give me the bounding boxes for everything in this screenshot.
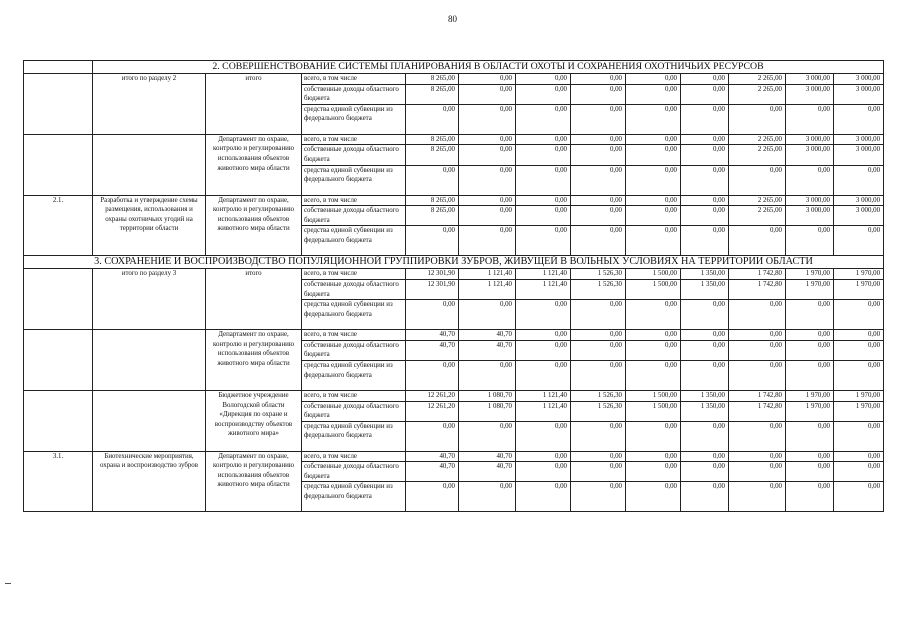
table-row: [24, 451, 884, 462]
executor-cell: Департамент по охране, контролю и регулированию использования объектов животного мира области: [206, 195, 302, 256]
value-cell: 0,00: [516, 134, 571, 145]
value-cell: 0,00: [834, 340, 884, 360]
value-cell: 0,00: [834, 165, 884, 195]
value-cell: 1 121,40: [516, 401, 571, 421]
value-cell: 1 080,70: [459, 390, 516, 401]
value-cell: 0,00: [681, 134, 729, 145]
value-cell: 40,70: [406, 451, 459, 462]
value-cell: 0,00: [681, 145, 729, 165]
section-blank-cell: [24, 61, 93, 74]
value-cell: 12 261,20: [406, 390, 459, 401]
value-cell: 0,00: [626, 360, 681, 390]
value-cell: 1 500,00: [626, 269, 681, 280]
value-cell: 0,00: [516, 145, 571, 165]
value-cell: 0,00: [406, 104, 459, 134]
value-cell: 40,70: [406, 330, 459, 341]
value-cell: 0,00: [729, 340, 786, 360]
item-number-cell: [24, 134, 93, 195]
value-cell: 0,00: [681, 206, 729, 226]
funding-source-cell: собственные доходы областного бюджета: [302, 340, 406, 360]
funding-source-cell: средства единой субвенции из федерального бюджета: [302, 421, 406, 451]
value-cell: 1 742,80: [729, 401, 786, 421]
value-cell: 0,00: [626, 74, 681, 85]
value-cell: 0,00: [786, 482, 834, 512]
value-cell: 0,00: [729, 165, 786, 195]
value-cell: 0,00: [786, 300, 834, 330]
executor-cell: Департамент по охране, контролю и регулированию использования объектов животного мира области: [206, 330, 302, 391]
value-cell: 1 121,40: [516, 269, 571, 280]
value-cell: 0,00: [681, 195, 729, 206]
value-cell: 0,00: [681, 482, 729, 512]
value-cell: 0,00: [834, 300, 884, 330]
value-cell: 1 970,00: [786, 279, 834, 299]
value-cell: 1 121,40: [516, 390, 571, 401]
value-cell: 0,00: [571, 360, 626, 390]
value-cell: 1 500,00: [626, 401, 681, 421]
value-cell: 0,00: [459, 300, 516, 330]
value-cell: 1 500,00: [626, 279, 681, 299]
value-cell: 0,00: [681, 421, 729, 451]
value-cell: 1 970,00: [834, 401, 884, 421]
executor-cell: итого: [206, 269, 302, 330]
funding-source-cell: собственные доходы областного бюджета: [302, 279, 406, 299]
value-cell: 0,00: [834, 104, 884, 134]
value-cell: 0,00: [571, 145, 626, 165]
funding-source-cell: средства единой субвенции из федерального бюджета: [302, 226, 406, 256]
program-table: [23, 60, 884, 512]
value-cell: 40,70: [406, 462, 459, 482]
value-cell: 0,00: [681, 360, 729, 390]
value-cell: 0,00: [626, 482, 681, 512]
value-cell: 1 970,00: [786, 401, 834, 421]
value-cell: 0,00: [516, 300, 571, 330]
margin-mark: [5, 583, 11, 584]
executor-cell: итого: [206, 74, 302, 135]
item-name-cell: Разработка и утверждение схемы размещения, использования и охраны охотничьих угодий на территории области: [93, 195, 206, 256]
value-cell: 1 121,40: [516, 279, 571, 299]
value-cell: 2 265,00: [729, 74, 786, 85]
value-cell: 0,00: [729, 462, 786, 482]
value-cell: 0,00: [681, 104, 729, 134]
funding-source-cell: собственные доходы областного бюджета: [302, 206, 406, 226]
funding-source-cell: собственные доходы областного бюджета: [302, 462, 406, 482]
value-cell: 1 526,30: [571, 390, 626, 401]
value-cell: 0,00: [626, 84, 681, 104]
value-cell: 1 080,70: [459, 401, 516, 421]
item-number-cell: 3.1.: [24, 451, 93, 512]
value-cell: 0,00: [516, 84, 571, 104]
value-cell: 0,00: [786, 330, 834, 341]
value-cell: 0,00: [516, 206, 571, 226]
value-cell: 0,00: [729, 104, 786, 134]
value-cell: 0,00: [786, 421, 834, 451]
value-cell: 1 742,80: [729, 279, 786, 299]
value-cell: 3 000,00: [834, 84, 884, 104]
funding-source-cell: всего, в том числе: [302, 451, 406, 462]
value-cell: 0,00: [786, 451, 834, 462]
value-cell: 0,00: [571, 134, 626, 145]
value-cell: 1 526,30: [571, 401, 626, 421]
item-number-cell: 2.1.: [24, 195, 93, 256]
table-row: [24, 74, 884, 85]
item-number-cell: [24, 269, 93, 330]
value-cell: 0,00: [516, 104, 571, 134]
value-cell: 0,00: [786, 226, 834, 256]
value-cell: 0,00: [516, 74, 571, 85]
value-cell: 0,00: [571, 74, 626, 85]
value-cell: 0,00: [516, 330, 571, 341]
value-cell: 40,70: [459, 340, 516, 360]
value-cell: 0,00: [834, 451, 884, 462]
value-cell: 8 265,00: [406, 74, 459, 85]
funding-source-cell: всего, в том числе: [302, 134, 406, 145]
value-cell: 3 000,00: [834, 74, 884, 85]
item-number-cell: [24, 330, 93, 391]
value-cell: 0,00: [571, 195, 626, 206]
section-header-row: [24, 256, 884, 269]
value-cell: 1 526,30: [571, 279, 626, 299]
funding-source-cell: средства единой субвенции из федерального бюджета: [302, 482, 406, 512]
value-cell: 0,00: [626, 195, 681, 206]
value-cell: 1 121,40: [459, 269, 516, 280]
value-cell: 0,00: [786, 104, 834, 134]
value-cell: 8 265,00: [406, 206, 459, 226]
value-cell: 0,00: [834, 421, 884, 451]
value-cell: 1 350,00: [681, 390, 729, 401]
funding-source-cell: всего, в том числе: [302, 269, 406, 280]
value-cell: 40,70: [459, 330, 516, 341]
value-cell: 0,00: [834, 330, 884, 341]
value-cell: 0,00: [786, 165, 834, 195]
value-cell: 0,00: [459, 84, 516, 104]
value-cell: 0,00: [681, 74, 729, 85]
value-cell: 0,00: [729, 330, 786, 341]
value-cell: 0,00: [459, 165, 516, 195]
value-cell: 0,00: [459, 226, 516, 256]
value-cell: 8 265,00: [406, 84, 459, 104]
table-row: [24, 390, 884, 401]
item-number-cell: [24, 74, 93, 135]
value-cell: 0,00: [516, 451, 571, 462]
value-cell: 0,00: [406, 165, 459, 195]
value-cell: 1 742,80: [729, 390, 786, 401]
funding-source-cell: средства единой субвенции из федерального бюджета: [302, 104, 406, 134]
value-cell: 0,00: [571, 84, 626, 104]
value-cell: 0,00: [834, 482, 884, 512]
value-cell: 0,00: [729, 451, 786, 462]
executor-cell: Департамент по охране, контролю и регулированию использования объектов животного мира области: [206, 451, 302, 512]
value-cell: 0,00: [516, 360, 571, 390]
value-cell: 0,00: [729, 300, 786, 330]
value-cell: 3 000,00: [786, 74, 834, 85]
value-cell: 1 526,30: [571, 269, 626, 280]
value-cell: 1 970,00: [786, 390, 834, 401]
value-cell: 0,00: [571, 165, 626, 195]
value-cell: 0,00: [459, 74, 516, 85]
value-cell: 0,00: [626, 206, 681, 226]
value-cell: 0,00: [626, 165, 681, 195]
value-cell: 3 000,00: [834, 134, 884, 145]
value-cell: 0,00: [406, 360, 459, 390]
value-cell: 3 000,00: [834, 145, 884, 165]
value-cell: 8 265,00: [406, 134, 459, 145]
value-cell: 1 350,00: [681, 401, 729, 421]
value-cell: 0,00: [681, 226, 729, 256]
value-cell: 0,00: [516, 462, 571, 482]
value-cell: 1 970,00: [834, 390, 884, 401]
value-cell: 0,00: [681, 330, 729, 341]
table-row: [24, 134, 884, 145]
item-name-cell: [93, 390, 206, 451]
executor-cell: Департамент по охране, контролю и регулированию использования объектов животного мира области: [206, 134, 302, 195]
value-cell: 0,00: [729, 421, 786, 451]
value-cell: 0,00: [459, 482, 516, 512]
section-title: 3. СОХРАНЕНИЕ И ВОСПРОИЗВОДСТВО ПОПУЛЯЦИОННОЙ ГРУППИРОВКИ ЗУБРОВ, ЖИВУЩЕЙ В ВОЛЬНЫХ УСЛОВИЯХ НА ТЕРРИТОРИИ ОБЛАСТИ: [24, 256, 884, 269]
item-name-cell: [93, 330, 206, 391]
value-cell: 3 000,00: [834, 206, 884, 226]
value-cell: 0,00: [516, 226, 571, 256]
value-cell: 2 265,00: [729, 145, 786, 165]
funding-source-cell: средства единой субвенции из федерального бюджета: [302, 360, 406, 390]
value-cell: 0,00: [681, 451, 729, 462]
funding-source-cell: всего, в том числе: [302, 195, 406, 206]
value-cell: 0,00: [459, 134, 516, 145]
value-cell: 2 265,00: [729, 84, 786, 104]
value-cell: 0,00: [516, 195, 571, 206]
value-cell: 0,00: [834, 360, 884, 390]
item-number-cell: [24, 390, 93, 451]
value-cell: 0,00: [406, 421, 459, 451]
value-cell: 0,00: [626, 451, 681, 462]
value-cell: 40,70: [459, 462, 516, 482]
value-cell: 1 121,40: [459, 279, 516, 299]
value-cell: 1 500,00: [626, 390, 681, 401]
page-number: 80: [448, 14, 457, 24]
value-cell: 3 000,00: [786, 145, 834, 165]
value-cell: 0,00: [571, 421, 626, 451]
value-cell: 12 261,20: [406, 401, 459, 421]
value-cell: 0,00: [681, 340, 729, 360]
value-cell: 0,00: [626, 134, 681, 145]
value-cell: 0,00: [681, 300, 729, 330]
value-cell: 40,70: [459, 451, 516, 462]
value-cell: 0,00: [459, 195, 516, 206]
value-cell: 0,00: [571, 451, 626, 462]
value-cell: 0,00: [571, 206, 626, 226]
funding-source-cell: всего, в том числе: [302, 390, 406, 401]
value-cell: 0,00: [681, 462, 729, 482]
value-cell: 0,00: [834, 226, 884, 256]
item-name-cell: итого по разделу 2: [93, 74, 206, 135]
value-cell: 0,00: [626, 145, 681, 165]
value-cell: 0,00: [626, 104, 681, 134]
value-cell: 3 000,00: [834, 195, 884, 206]
value-cell: 3 000,00: [786, 134, 834, 145]
funding-source-cell: всего, в том числе: [302, 330, 406, 341]
value-cell: 8 265,00: [406, 195, 459, 206]
value-cell: 0,00: [459, 145, 516, 165]
value-cell: 0,00: [459, 104, 516, 134]
value-cell: 1 350,00: [681, 269, 729, 280]
funding-source-cell: собственные доходы областного бюджета: [302, 145, 406, 165]
table-row: [24, 195, 884, 206]
value-cell: 0,00: [729, 226, 786, 256]
funding-source-cell: средства единой субвенции из федерального бюджета: [302, 165, 406, 195]
value-cell: 1 970,00: [786, 269, 834, 280]
item-name-cell: [93, 134, 206, 195]
value-cell: 0,00: [406, 482, 459, 512]
value-cell: 0,00: [516, 421, 571, 451]
value-cell: 3 000,00: [786, 84, 834, 104]
value-cell: 1 350,00: [681, 279, 729, 299]
value-cell: 0,00: [516, 482, 571, 512]
value-cell: 0,00: [459, 206, 516, 226]
value-cell: 0,00: [626, 421, 681, 451]
value-cell: 0,00: [786, 360, 834, 390]
table-row: [24, 330, 884, 341]
value-cell: 0,00: [516, 340, 571, 360]
value-cell: 2 265,00: [729, 134, 786, 145]
item-name-cell: Биотехнические мероприятия, охрана и воспроизводство зубров: [93, 451, 206, 512]
value-cell: 40,70: [406, 340, 459, 360]
value-cell: 0,00: [681, 84, 729, 104]
value-cell: 0,00: [626, 462, 681, 482]
value-cell: 3 000,00: [786, 206, 834, 226]
value-cell: 0,00: [626, 300, 681, 330]
value-cell: 0,00: [681, 165, 729, 195]
value-cell: 0,00: [406, 300, 459, 330]
funding-source-cell: средства единой субвенции из федерального бюджета: [302, 300, 406, 330]
value-cell: 0,00: [571, 104, 626, 134]
value-cell: 0,00: [729, 482, 786, 512]
value-cell: 3 000,00: [786, 195, 834, 206]
value-cell: 0,00: [729, 360, 786, 390]
item-name-cell: итого по разделу 3: [93, 269, 206, 330]
value-cell: 1 970,00: [834, 269, 884, 280]
value-cell: 2 265,00: [729, 206, 786, 226]
value-cell: 12 301,90: [406, 269, 459, 280]
value-cell: 0,00: [834, 462, 884, 482]
value-cell: 0,00: [571, 300, 626, 330]
executor-cell: Бюджетное учреждение Вологодской области «Дирекция по охране и воспроизводству объектов животного мира»: [206, 390, 302, 451]
value-cell: 0,00: [626, 340, 681, 360]
value-cell: 0,00: [626, 226, 681, 256]
value-cell: 1 970,00: [834, 279, 884, 299]
value-cell: 12 301,90: [406, 279, 459, 299]
funding-source-cell: собственные доходы областного бюджета: [302, 84, 406, 104]
funding-source-cell: собственные доходы областного бюджета: [302, 401, 406, 421]
section-title: 2. СОВЕРШЕНСТВОВАНИЕ СИСТЕМЫ ПЛАНИРОВАНИЯ В ОБЛАСТИ ОХОТЫ И СОХРАНЕНИЯ ОХОТНИЧЬИХ РЕСУРСОВ: [93, 61, 884, 74]
value-cell: 0,00: [459, 421, 516, 451]
value-cell: 0,00: [786, 462, 834, 482]
value-cell: 0,00: [571, 340, 626, 360]
table-row: [24, 269, 884, 280]
value-cell: 0,00: [571, 330, 626, 341]
value-cell: 0,00: [626, 330, 681, 341]
value-cell: 0,00: [571, 462, 626, 482]
value-cell: 0,00: [459, 360, 516, 390]
value-cell: 0,00: [786, 340, 834, 360]
value-cell: 0,00: [571, 482, 626, 512]
funding-source-cell: всего, в том числе: [302, 74, 406, 85]
value-cell: 0,00: [516, 165, 571, 195]
value-cell: 8 265,00: [406, 145, 459, 165]
section-header-row: [24, 61, 884, 74]
value-cell: 0,00: [571, 226, 626, 256]
value-cell: 0,00: [406, 226, 459, 256]
value-cell: 2 265,00: [729, 195, 786, 206]
value-cell: 1 742,80: [729, 269, 786, 280]
